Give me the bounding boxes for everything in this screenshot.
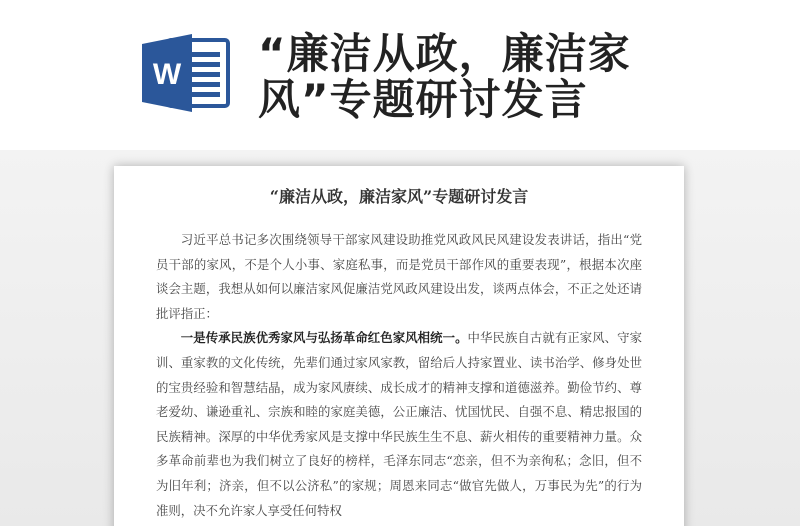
word-icon [140,34,230,112]
document-body [156,228,642,523]
svg-text:W: W [152,58,182,91]
paragraph-intro [156,228,642,326]
banner-title: “廉洁从政，廉洁家风”专题研讨发言 [258,29,631,124]
paragraph-point-one-lead: 一是传承民族优秀家风与弘扬革命红色家风相统一。 [180,330,468,346]
paragraph-point-one [156,326,642,523]
paragraph-intro-text: 习近平总书记多次围绕领导干部家风建设助推党风政风民风建设发表讲话，指出“党员干部的家风，不是个人小事、家庭私事，而是党员干部作风的重要表现”，根据本次座谈会主题，我想从如何以廉洁家风促廉洁党风政风建设出发，谈两点体会，不正之处还请批评指正： [156,232,642,321]
document-page [114,166,684,526]
document-title: “廉洁从政，廉洁家风”专题研讨发言 [269,187,529,206]
paragraph-point-one-text: 中华民族自古就有正家风、守家训、重家教的文化传统，先辈们通过家风家教，留给后人持家置业、读书治学、修身处世的宝贵经验和智慧结晶，成为家风赓续、成长成才的精神支撑和道德滋养。勤俭节约、尊老爱幼、谦逊重礼、宗族和睦的家庭美德，公正廉洁、忧国忧民、自强不息、精忠报国的民族精神。深厚的中华优秀家风是支撑中华民族生生不息、薪火相传的重要精神力量。众多革命前辈也为我们树立了良好的榜样，毛泽东同志“恋亲，但不为亲徇私；念旧，但不为旧年利；济亲，但不以公济私”的家规；周恩来同志“做官先做人，万事民为先”的行为准则，决不允许家人享受任何特权 [156,330,643,518]
